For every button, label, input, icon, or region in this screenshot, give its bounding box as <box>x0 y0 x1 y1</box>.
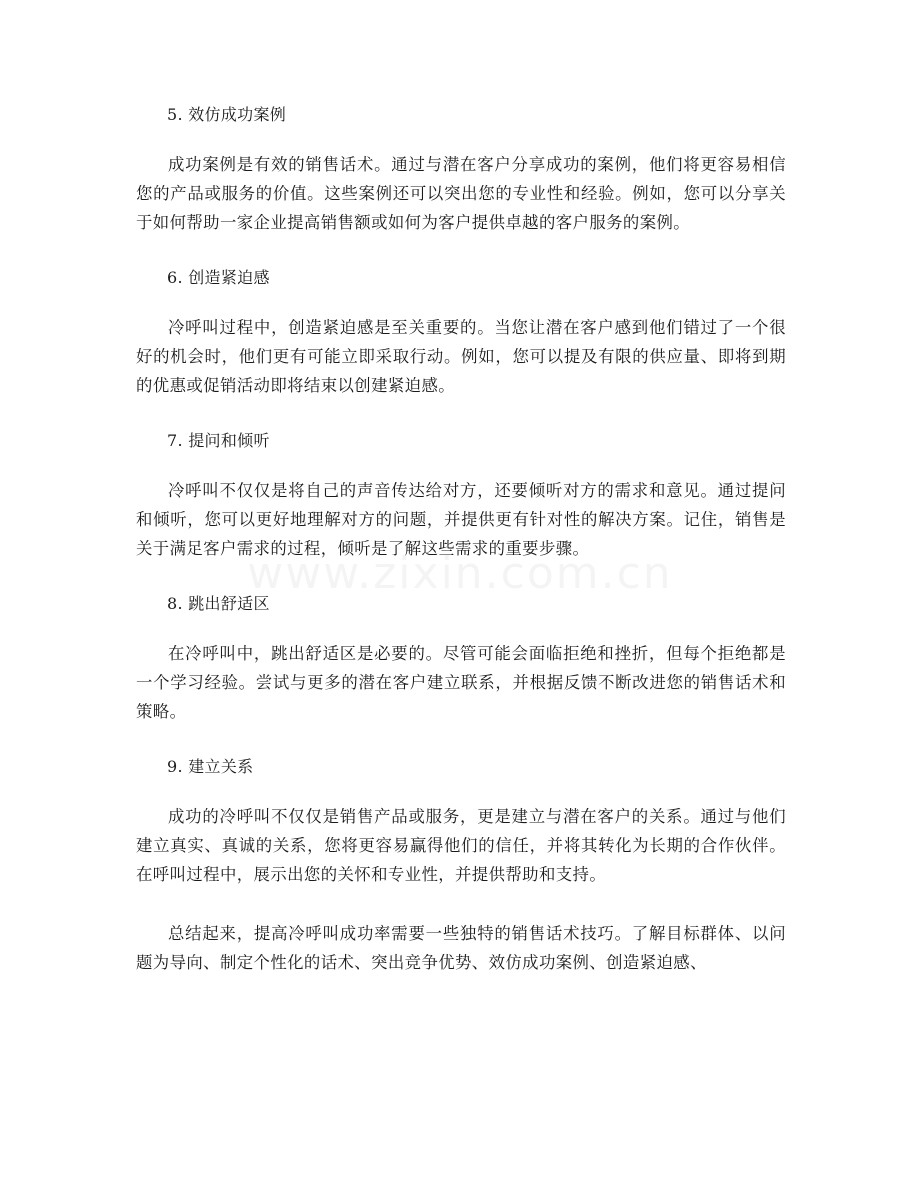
section-paragraph: 冷呼叫不仅仅是将自己的声音传达给对方，还要倾听对方的需求和意见。通过提问和倾听，您可以更好地理解对方的问题，并提供更有针对性的解决方案。记住，销售是关于满足客户需求的过程，倾听是了解这些需求的重要步骤。 <box>136 481 786 558</box>
section-9 <box>136 756 786 889</box>
section-heading: 7. 提问和倾听 <box>167 431 270 450</box>
document-page <box>136 104 786 1007</box>
section-heading: 8. 跳出舒适区 <box>167 594 270 613</box>
section-paragraph: 冷呼叫过程中，创造紧迫感是至关重要的。当您让潜在客户感到他们错过了一个很好的机会时，他们更有可能立即采取行动。例如，您可以提及有限的供应量、即将到期的优惠或促销活动即将结束以创建紧迫感。 <box>136 318 786 395</box>
summary-paragraph: 总结起来，提高冷呼叫成功率需要一些独特的销售话术技巧。了解目标群体、以问题为导向、制定个性化的话术、突出竞争优势、效仿成功案例、创造紧迫感、 <box>136 924 786 972</box>
section-heading: 6. 创造紧迫感 <box>167 268 270 287</box>
section-6 <box>136 267 786 400</box>
section-heading: 9. 建立关系 <box>167 757 254 776</box>
section-paragraph: 成功的冷呼叫不仅仅是销售产品或服务，更是建立与潜在客户的关系。通过与他们建立真实、真诚的关系，您将更容易赢得他们的信任，并将其转化为长期的合作伙伴。在呼叫过程中，展示出您的关怀和专业性，并提供帮助和支持。 <box>136 807 786 884</box>
section-heading: 5. 效仿成功案例 <box>167 105 287 124</box>
section-7 <box>136 430 786 563</box>
section-5 <box>136 104 786 237</box>
section-paragraph: 成功案例是有效的销售话术。通过与潜在客户分享成功的案例，他们将更容易相信您的产品或服务的价值。这些案例还可以突出您的专业性和经验。例如，您可以分享关于如何帮助一家企业提高销售额或如何为客户提供卓越的客户服务的案例。 <box>136 155 786 232</box>
section-paragraph: 在冷呼叫中，跳出舒适区是必要的。尽管可能会面临拒绝和挫折，但每个拒绝都是一个学习经验。尝试与更多的潜在客户建立联系，并根据反馈不断改进您的销售话术和策略。 <box>136 644 786 721</box>
section-8 <box>136 593 786 726</box>
